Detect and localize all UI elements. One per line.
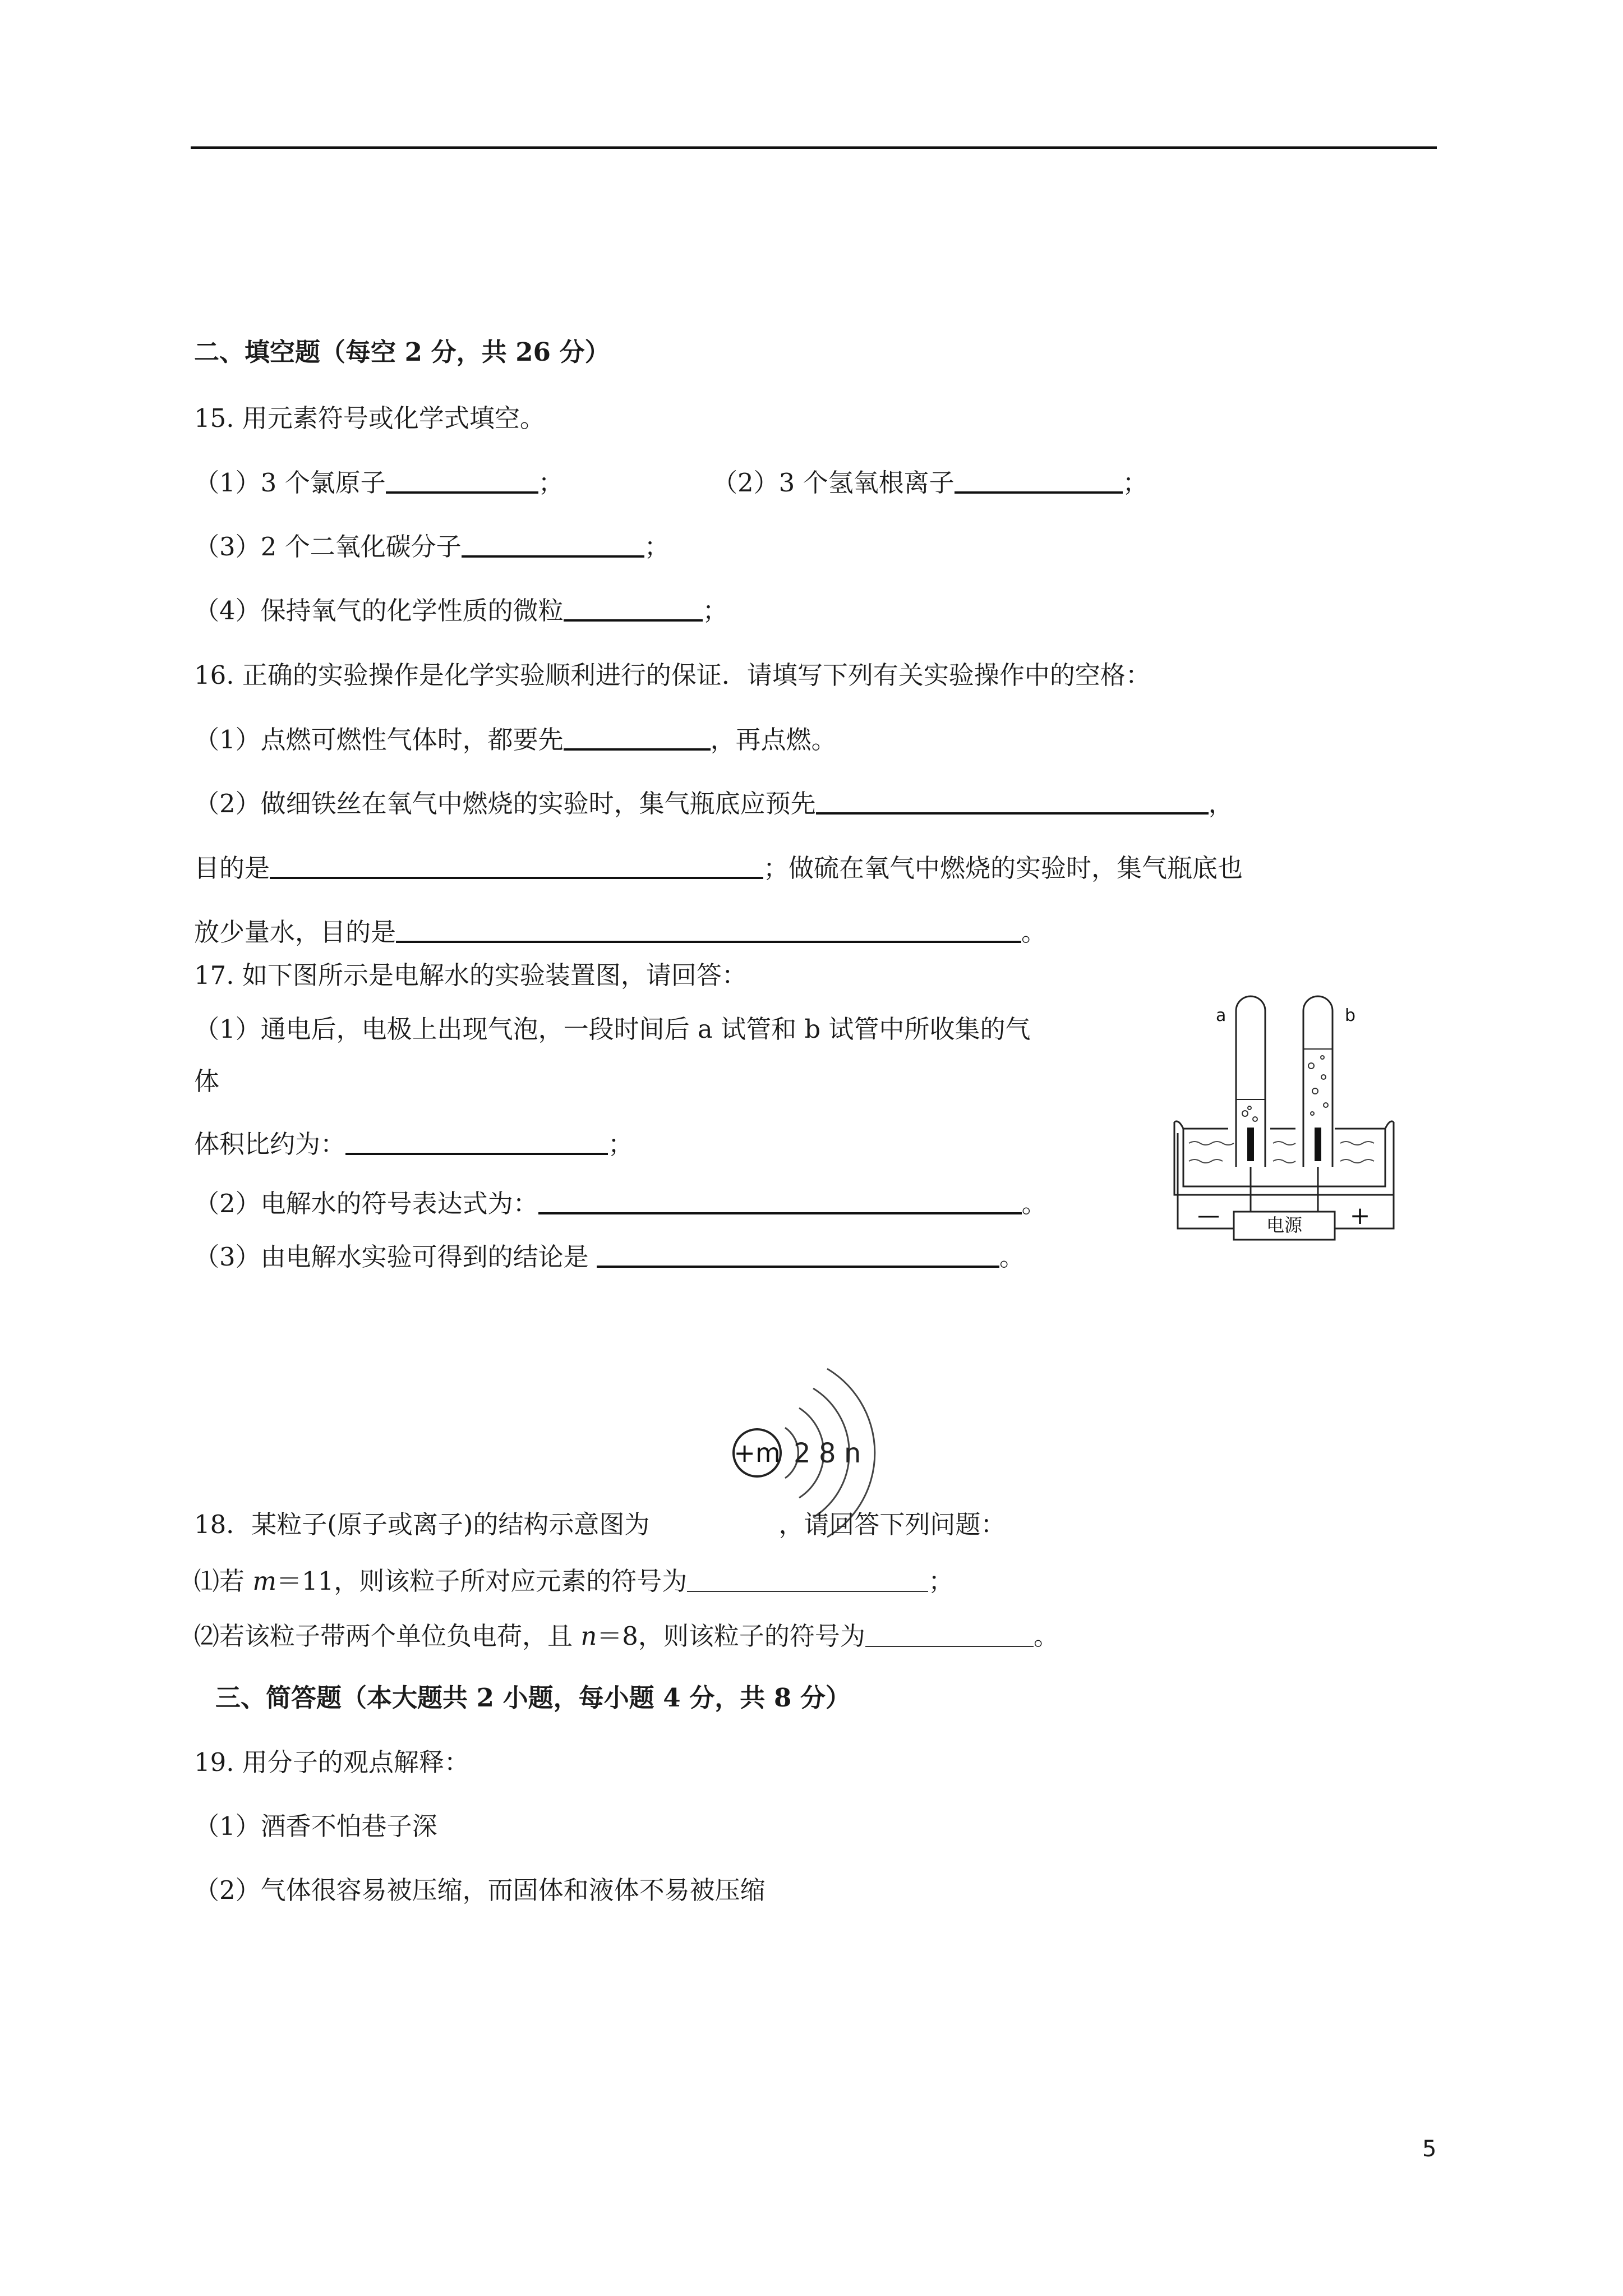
question-16-part-1 bbox=[194, 723, 837, 757]
answer-blank[interactable] bbox=[538, 1190, 1022, 1214]
part-text: （1）点燃可燃性气体时，都要先 bbox=[194, 725, 564, 754]
tube-b-label: b bbox=[1345, 1006, 1356, 1025]
part-text: （1）3 个氯原子 bbox=[194, 468, 386, 498]
tube-a-label: a bbox=[1216, 1006, 1227, 1025]
question-18-part-1 bbox=[194, 1565, 953, 1598]
part-text: （3）2 个二氧化碳分子 bbox=[194, 532, 462, 562]
question-17-part-1: （1）通电后，电极上出现气泡，一段时间后 a 试管和 b 试管中所收集的气 bbox=[194, 1014, 1031, 1044]
question-17-stem: 17. 如下图所示是电解水的实验装置图，请回答： bbox=[194, 960, 747, 990]
header-rule bbox=[191, 146, 1437, 149]
question-17-part-1-ratio bbox=[194, 1128, 633, 1161]
part-text: （2）做细铁丝在氧气中燃烧的实验时，集气瓶底应预先 bbox=[194, 789, 816, 818]
shell-2-electrons: 8 bbox=[819, 1438, 836, 1469]
part-text: 目的是 bbox=[194, 853, 270, 883]
answer-blank[interactable] bbox=[955, 469, 1123, 494]
answer-blank[interactable] bbox=[816, 790, 1209, 815]
part-text: ⑴若 bbox=[194, 1566, 253, 1596]
question-15-part-4 bbox=[194, 594, 728, 628]
punct: ； bbox=[644, 532, 670, 562]
negative-terminal-label: — bbox=[1197, 1203, 1220, 1228]
punct: ； bbox=[702, 596, 728, 625]
answer-blank[interactable] bbox=[462, 533, 644, 558]
question-19-part-1: （1）酒香不怕巷子深 bbox=[194, 1811, 437, 1841]
part-text: 体积比约为： bbox=[194, 1129, 346, 1159]
punct: ， bbox=[1208, 789, 1234, 818]
answer-blank[interactable] bbox=[345, 1130, 608, 1155]
punct: 。 bbox=[999, 1242, 1025, 1272]
question-16-part-2-purpose bbox=[194, 852, 1243, 885]
answer-blank[interactable] bbox=[386, 469, 538, 494]
answer-blank[interactable] bbox=[564, 597, 703, 622]
power-source-label: 电源 bbox=[1266, 1214, 1303, 1236]
question-19-stem: 19. 用分子的观点解释： bbox=[194, 1747, 469, 1777]
question-16-part-3-purpose bbox=[194, 915, 1046, 949]
page-number: 5 bbox=[1422, 2136, 1437, 2162]
positive-terminal-label: + bbox=[1349, 1202, 1371, 1230]
answer-blank[interactable] bbox=[687, 1568, 928, 1592]
shell-1-electrons: 2 bbox=[794, 1438, 811, 1469]
variable-n: n bbox=[580, 1621, 597, 1651]
part-text: ＝11，则该粒子所对应元素的符号为 bbox=[276, 1566, 688, 1596]
question-17-part-1-cont: 体 bbox=[194, 1066, 220, 1096]
part-text: （2）3 个氢氧根离子 bbox=[712, 468, 955, 498]
section-title: 二、填空题（每空 2 分，共 26 分） bbox=[194, 337, 610, 367]
question-19-part-2: （2）气体很容易被压缩，而固体和液体不易被压缩 bbox=[194, 1875, 766, 1905]
question-18-part-2 bbox=[194, 1619, 1059, 1653]
section-title: 三、简答题（本大题共 2 小题，每小题 4 分，共 8 分） bbox=[215, 1683, 851, 1713]
punct: ； bbox=[608, 1129, 634, 1159]
answer-blank[interactable] bbox=[597, 1243, 999, 1268]
answer-blank[interactable] bbox=[865, 1623, 1034, 1647]
part-text: 放少量水，目的是 bbox=[194, 917, 396, 947]
question-18-stem bbox=[194, 1508, 1006, 1542]
part-text: ，请回答下列问题： bbox=[778, 1510, 1006, 1539]
part-text: （2）电解水的符号表达式为： bbox=[194, 1189, 538, 1218]
part-text: ，再点燃。 bbox=[710, 725, 837, 754]
question-17-part-2 bbox=[194, 1187, 1047, 1221]
question-17-part-3 bbox=[194, 1240, 1025, 1274]
answer-blank[interactable] bbox=[270, 854, 763, 879]
punct: ； bbox=[928, 1566, 954, 1596]
answer-blank[interactable] bbox=[564, 726, 711, 751]
nucleus-label: +m bbox=[734, 1438, 781, 1468]
punct: 。 bbox=[1033, 1621, 1059, 1651]
punct: ； bbox=[538, 468, 564, 498]
part-text: ；做硫在氧气中燃烧的实验时，集气瓶底也 bbox=[763, 853, 1243, 883]
answer-blank[interactable] bbox=[396, 918, 1021, 943]
punct: 。 bbox=[1021, 917, 1047, 947]
part-text: （4）保持氧气的化学性质的微粒 bbox=[194, 596, 564, 625]
electrolysis-apparatus-figure bbox=[1166, 993, 1402, 1257]
part-text: ⑵若该粒子带两个单位负电荷，且 bbox=[194, 1621, 581, 1651]
punct: 。 bbox=[1021, 1189, 1047, 1218]
punct: ； bbox=[1122, 468, 1148, 498]
part-text: ＝8，则该粒子的符号为 bbox=[597, 1621, 865, 1651]
question-15-part-1 bbox=[194, 466, 564, 500]
question-15-part-2 bbox=[712, 466, 1148, 500]
question-15-part-3 bbox=[194, 530, 670, 564]
part-text: （3）由电解水实验可得到的结论是 bbox=[194, 1242, 597, 1272]
variable-m: m bbox=[252, 1566, 276, 1596]
shell-3-electrons: n bbox=[844, 1438, 861, 1469]
question-16-stem: 16. 正确的实验操作是化学实验顺利进行的保证．请填写下列有关实验操作中的空格： bbox=[194, 660, 1151, 690]
part-text: 18．某粒子(原子或离子)的结构示意图为 bbox=[194, 1510, 650, 1539]
question-16-part-2 bbox=[194, 787, 1234, 821]
question-15-stem: 15. 用元素符号或化学式填空。 bbox=[194, 403, 545, 433]
